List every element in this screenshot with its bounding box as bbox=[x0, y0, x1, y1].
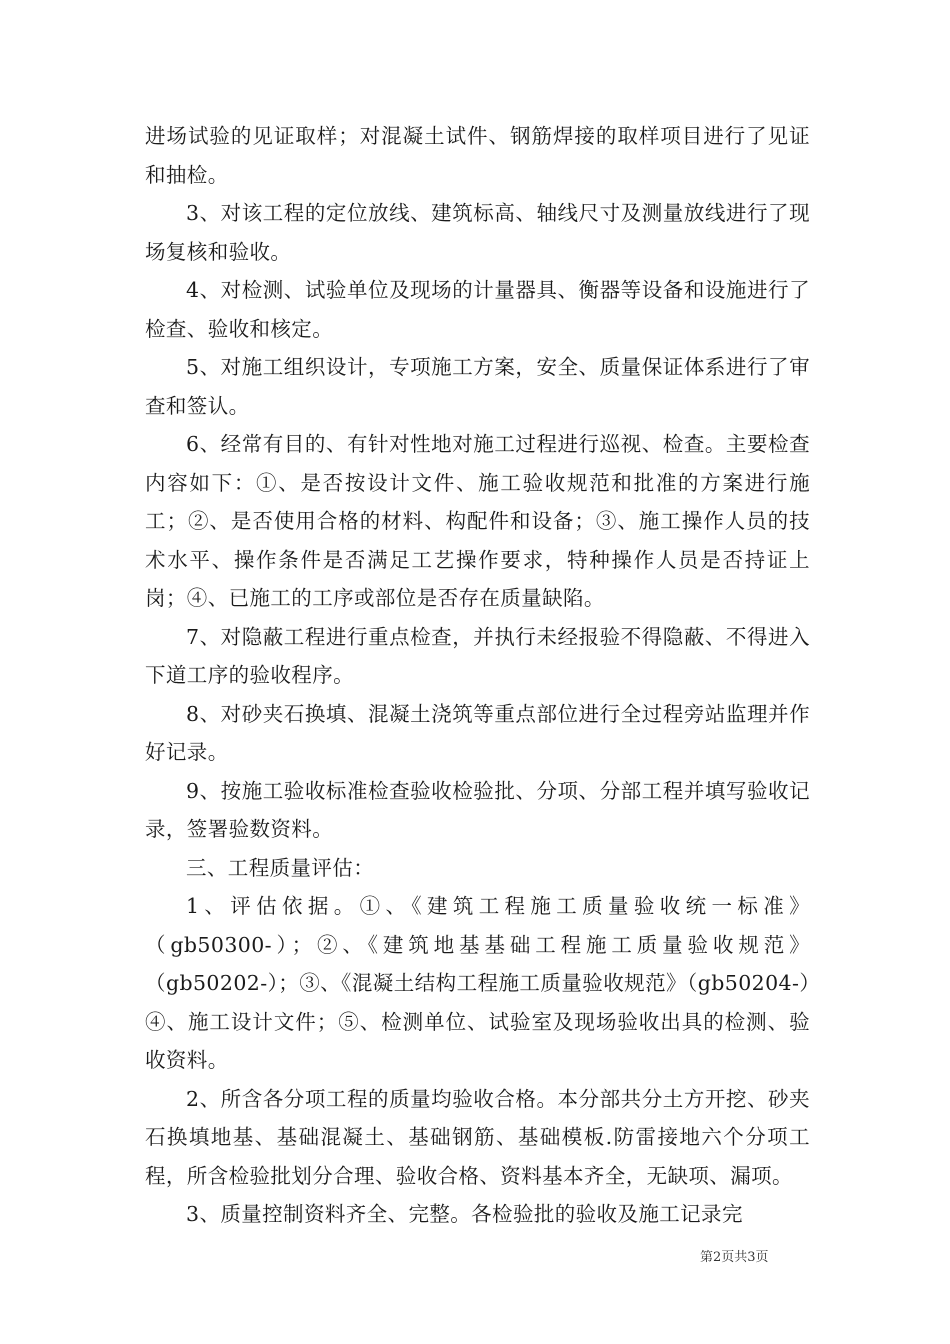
document-body bbox=[145, 117, 810, 1234]
paragraph-assessment-basis: 1、评估依据。①、《建筑工程施工质量验收统一标准》（gb50300-）；②、《建筑地基基础工程施工质量验收规范》（gb50202-）；③、《混凝土结构工程施工质量验收规范》（gb50204-）④、施工设计文件；⑤、检测单位、试验室及现场验收出具的检测、验收资料。 bbox=[145, 894, 810, 1072]
paragraph-item-9: 9、按施工验收标准检查验收检验批、分项、分部工程并填写验收记录，签署验数资料。 bbox=[145, 778, 810, 841]
paragraph-assessment-2: 2、所含各分项工程的质量均验收合格。本分部共分土方开挖、砂夹石换填地基、基础混凝土、基础钢筋、基础模板.防雷接地六个分项工程，所含检验批划分合理、验收合格、资料基本齐全，无缺项、漏项。 bbox=[145, 1086, 810, 1188]
paragraph-item-5: 5、对施工组织设计，专项施工方案，安全、质量保证体系进行了审查和签认。 bbox=[145, 355, 810, 418]
paragraph-item-8: 8、对砂夹石换填、混凝土浇筑等重点部位进行全过程旁站监理并作好记录。 bbox=[145, 701, 810, 764]
paragraph-item-7: 7、对隐蔽工程进行重点检查，并执行未经报验不得隐蔽、不得进入下道工序的验收程序。 bbox=[145, 624, 810, 687]
paragraph-item-4: 4、对检测、试验单位及现场的计量器具、衡器等设备和设施进行了检查、验收和核定。 bbox=[145, 278, 810, 341]
paragraph-assessment-3: 3、质量控制资料齐全、完整。各检验批的验收及施工记录完 bbox=[186, 1202, 743, 1226]
paragraph-item-6: 6、经常有目的、有针对性地对施工过程进行巡视、检查。主要检查内容如下：①、是否按设计文件、施工验收规范和批准的方案进行施工；②、是否使用合格的材料、构配件和设备；③、施工操作人员的技术水平、操作条件是否满足工艺操作要求，特种操作人员是否持证上岗；④、已施工的工序或部位是否存在质量缺陷。 bbox=[145, 432, 810, 610]
section-heading-quality-assessment: 三、工程质量评估： bbox=[186, 855, 375, 880]
page-number-footer: 第2页共3页 bbox=[700, 1250, 769, 1265]
paragraph-witness-sampling: 进场试验的见证取样；对混凝土试件、钢筋焊接的取样项目进行了见证和抽检。 bbox=[145, 124, 810, 187]
paragraph-item-3: 3、对该工程的定位放线、建筑标高、轴线尺寸及测量放线进行了现场复核和验收。 bbox=[145, 201, 810, 264]
